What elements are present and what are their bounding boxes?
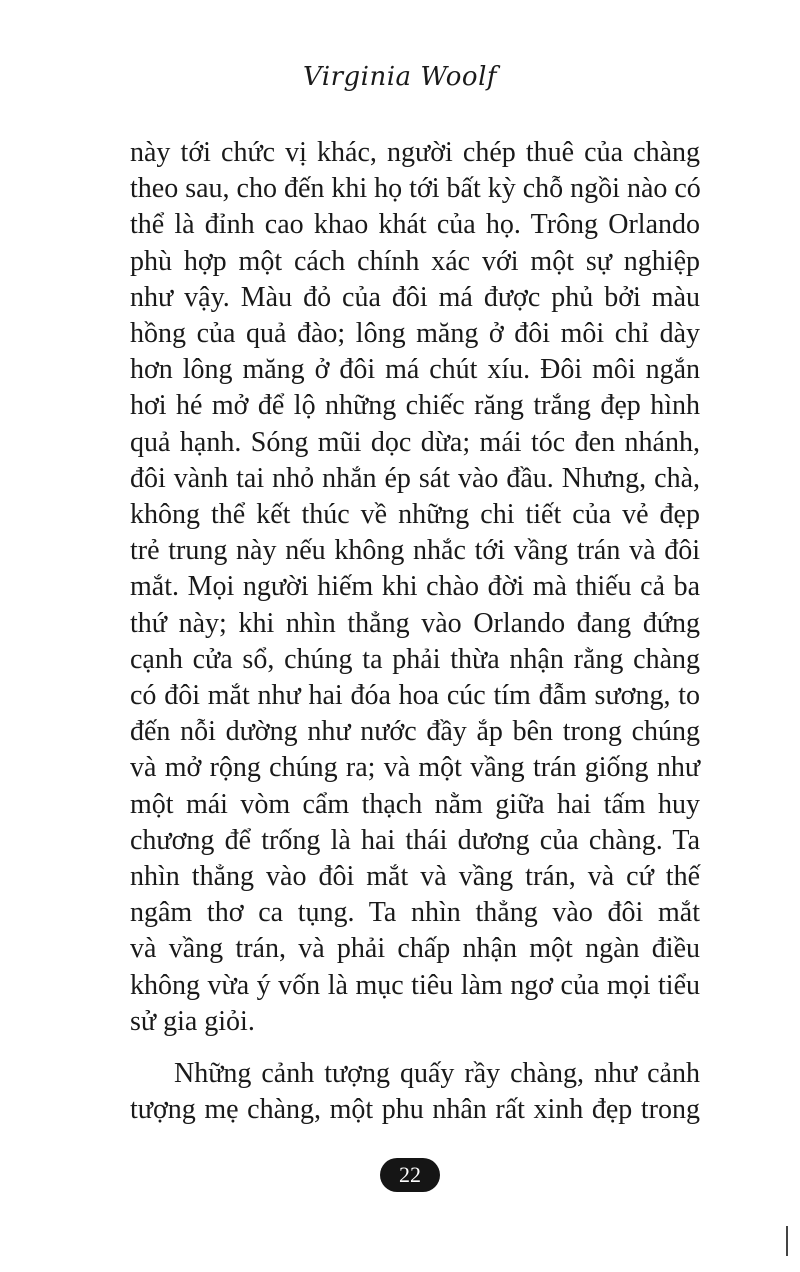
text-line: phù hợp một cách chính xác với một sự nghiệp	[130, 245, 700, 277]
page-number-badge: 22	[380, 1158, 440, 1192]
text-line: ngâm thơ ca tụng. Ta nhìn thẳng vào đôi mắt	[130, 897, 700, 929]
text-line: thể là đỉnh cao khao khát của họ. Trông Orlando	[130, 209, 700, 241]
text-line: mắt. Mọi người hiếm khi chào đời mà thiếu cả ba	[130, 571, 700, 603]
text-line: hơn lông măng ở đôi má chút xíu. Đôi môi ngắn	[130, 354, 700, 386]
text-line: tượng mẹ chàng, một phu nhân rất xinh đẹp trong	[130, 1094, 700, 1126]
paragraph-gap	[130, 1040, 700, 1056]
paragraph	[130, 135, 700, 1040]
text-line: và vầng trán, và phải chấp nhận một ngàn điều	[130, 933, 700, 965]
text-line: hồng của quả đào; lông măng ở đôi môi chỉ dày	[130, 318, 700, 350]
body-text	[130, 135, 700, 1128]
text-line: theo sau, cho đến khi họ tới bất kỳ chỗ ngồi nào có	[130, 173, 701, 205]
text-line: không thể kết thúc về những chi tiết của vẻ đẹp	[130, 499, 700, 531]
text-line: và mở rộng chúng ra; và một vầng trán giống như	[130, 752, 700, 784]
text-line: cạnh cửa sổ, chúng ta phải thừa nhận rằng chàng	[130, 643, 700, 675]
text-line: này tới chức vị khác, người chép thuê của chàng	[130, 137, 700, 168]
page-edge-mark	[786, 1226, 788, 1256]
text-line: trẻ trung này nếu không nhắc tới vầng trán và đôi	[130, 535, 700, 567]
text-line: có đôi mắt như hai đóa hoa cúc tím đẫm sương, to	[130, 680, 700, 712]
text-line: một mái vòm cẩm thạch nằm giữa hai tấm huy	[130, 788, 700, 820]
text-line: thứ này; khi nhìn thẳng vào Orlando đang đứng	[130, 607, 700, 639]
text-line: sử gia giỏi.	[130, 1005, 255, 1037]
text-line: đến nỗi dường như nước đầy ắp bên trong chúng	[130, 716, 700, 748]
text-line: không vừa ý vốn là mục tiêu làm ngơ của mọi tiểu	[130, 969, 700, 1001]
text-line: Những cảnh tượng quấy rầy chàng, như cảnh	[174, 1058, 700, 1090]
paragraph	[130, 1056, 700, 1128]
text-line: quả hạnh. Sóng mũi dọc dừa; mái tóc đen nhánh,	[130, 426, 700, 458]
text-line: hơi hé mở để lộ những chiếc răng trắng đẹp hình	[130, 390, 700, 422]
text-line: chương để trống là hai thái dương của chàng. Ta	[130, 824, 700, 856]
text-line: như vậy. Màu đỏ của đôi má được phủ bởi màu	[130, 281, 700, 313]
text-line: đôi vành tai nhỏ nhắn ép sát vào đầu. Nhưng, chà,	[130, 462, 700, 494]
running-header: Virginia Woolf	[302, 62, 498, 92]
text-line: nhìn thẳng vào đôi mắt và vầng trán, và cứ thế	[130, 861, 700, 893]
